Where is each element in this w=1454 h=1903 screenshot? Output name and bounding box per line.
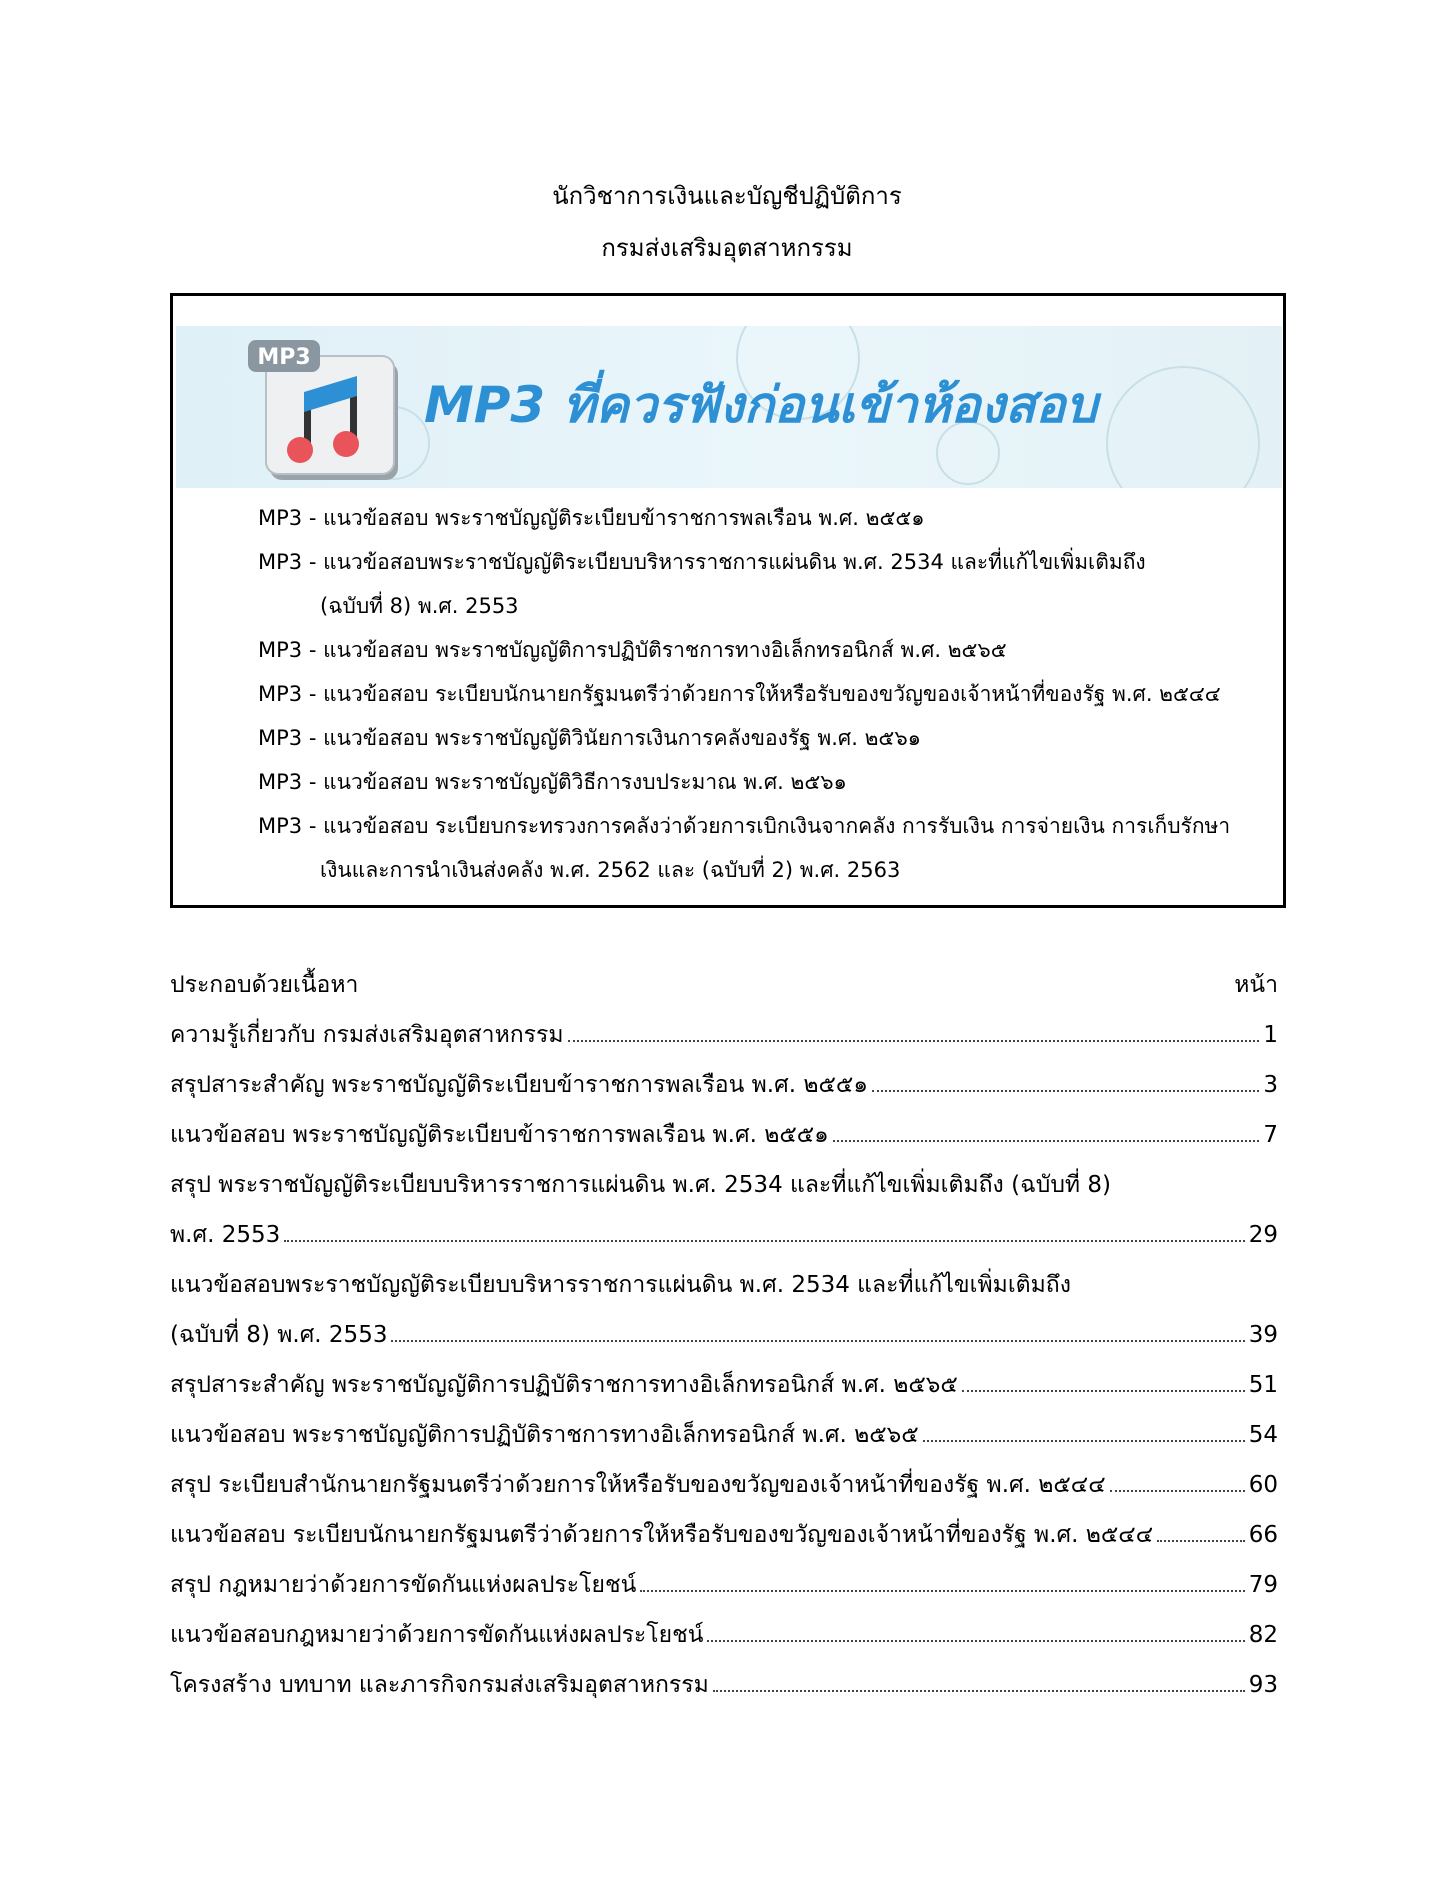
toc-entry-page: 60 <box>1248 1472 1278 1498</box>
toc-entry <box>170 1660 1278 1710</box>
mp3-icon-label: MP3 <box>257 345 311 370</box>
music-note-icon <box>246 334 406 484</box>
toc-entry <box>170 1360 1278 1410</box>
toc-entry-title: สรุป กฎหมายว่าด้วยการขัดกันแห่งผลประโยชน์ <box>170 1572 637 1598</box>
toc-entry-page: 66 <box>1248 1522 1278 1548</box>
department-name: กรมส่งเสริมอุตสาหกรรม <box>601 234 853 262</box>
toc-entry-page: 3 <box>1263 1072 1278 1098</box>
toc-entry-title-line1: สรุป พระราชบัญญัติระเบียบบริหารราชการแผ่นดิน พ.ศ. 2534 และที่แก้ไขเพิ่มเติมถึง (ฉบับที่ 8) <box>170 1172 1112 1198</box>
toc-entry <box>170 1610 1278 1660</box>
toc-entry-title: (ฉบับที่ 8) พ.ศ. 2553 <box>170 1322 388 1348</box>
mp3-item-text: MP3 - แนวข้อสอบ พระราชบัญญัติวินัยการเงินการคลังของรัฐ พ.ศ. ๒๕๖๑ <box>258 726 921 750</box>
toc-page-heading: หน้า <box>1234 972 1278 998</box>
toc-entry <box>170 1210 1278 1260</box>
toc-entry <box>170 1510 1278 1560</box>
toc-entry-title: แนวข้อสอบ พระราชบัญญัติการปฏิบัติราชการทางอิเล็กทรอนิกส์ พ.ศ. ๒๕๖๕ <box>170 1422 919 1448</box>
toc-entry-title: สรุปสาระสำคัญ พระราชบัญญัติการปฏิบัติราชการทางอิเล็กทรอนิกส์ พ.ศ. ๒๕๖๕ <box>170 1372 958 1398</box>
toc-entry-page: 1 <box>1263 1022 1278 1048</box>
toc-entry-title-line1: แนวข้อสอบพระราชบัญญัติระเบียบบริหารราชการแผ่นดิน พ.ศ. 2534 และที่แก้ไขเพิ่มเติมถึง <box>170 1272 1071 1298</box>
toc-entry-title: พ.ศ. 2553 <box>170 1222 281 1248</box>
toc-entry-title: สรุป ระเบียบสำนักนายกรัฐมนตรีว่าด้วยการให้หรือรับของขวัญของเจ้าหน้าที่ของรัฐ พ.ศ. ๒๕๔๔ <box>170 1472 1106 1498</box>
toc-entry-page: 82 <box>1248 1622 1278 1648</box>
mp3-item <box>258 496 1278 540</box>
toc-entry-page: 39 <box>1248 1322 1278 1348</box>
toc-entry-title: ความรู้เกี่ยวกับ กรมส่งเสริมอุตสาหกรรม <box>170 1022 564 1048</box>
mp3-item <box>258 540 1278 628</box>
mp3-item-continuation: (ฉบับที่ 8) พ.ศ. 2553 <box>320 594 519 618</box>
toc-entry <box>170 1010 1278 1060</box>
toc-heading: ประกอบด้วยเนื้อหา <box>170 972 359 998</box>
mp3-item-text: MP3 - แนวข้อสอบ ระเบียบนักนายกรัฐมนตรีว่าด้วยการให้หรือรับของขวัญของเจ้าหน้าที่ของรัฐ พ.ศ. ๒๕๔๔ <box>258 682 1221 706</box>
toc-entry-title: แนวข้อสอบกฎหมายว่าด้วยการขัดกันแห่งผลประโยชน์ <box>170 1622 704 1648</box>
toc-entry <box>170 1060 1278 1110</box>
toc-entry-title: แนวข้อสอบ พระราชบัญญัติระเบียบข้าราชการพลเรือน พ.ศ. ๒๕๕๑ <box>170 1122 829 1148</box>
mp3-banner <box>176 326 1282 488</box>
mp3-item-text: MP3 - แนวข้อสอบ พระราชบัญญัติวิธีการงบประมาณ พ.ศ. ๒๕๖๑ <box>258 770 847 794</box>
table-of-contents <box>170 960 1278 1710</box>
toc-entry-title: โครงสร้าง บทบาท และภารกิจกรมส่งเสริมอุตสาหกรรม <box>170 1672 709 1698</box>
mp3-item <box>258 716 1278 760</box>
toc-entry-page: 51 <box>1248 1372 1278 1398</box>
toc-entry-page: 79 <box>1248 1572 1278 1598</box>
toc-entry <box>170 1310 1278 1360</box>
banner-title: MP3 ที่ควรฟังก่อนเข้าห้องสอบ <box>424 376 1098 434</box>
mp3-item-continuation: เงินและการนำเงินส่งคลัง พ.ศ. 2562 และ (ฉบับที่ 2) พ.ศ. 2563 <box>320 858 901 882</box>
mp3-item <box>258 804 1278 892</box>
mp3-list <box>258 496 1278 892</box>
toc-entry-page: 93 <box>1248 1672 1278 1698</box>
mp3-item-text: MP3 - แนวข้อสอบ ระเบียบกระทรวงการคลังว่าด้วยการเบิกเงินจากคลัง การรับเงิน การจ่ายเงิน การเก็บรักษา <box>258 814 1231 838</box>
mp3-item-text: MP3 - แนวข้อสอบ พระราชบัญญัติระเบียบข้าราชการพลเรือน พ.ศ. ๒๕๕๑ <box>258 506 925 530</box>
toc-entry <box>170 1560 1278 1610</box>
mp3-item-text: MP3 - แนวข้อสอบพระราชบัญญัติระเบียบบริหารราชการแผ่นดิน พ.ศ. 2534 และที่แก้ไขเพิ่มเติมถึง <box>258 550 1146 574</box>
mp3-box <box>170 293 1286 908</box>
toc-entry-title: สรุปสาระสำคัญ พระราชบัญญัติระเบียบข้าราชการพลเรือน พ.ศ. ๒๕๕๑ <box>170 1072 868 1098</box>
mp3-item <box>258 628 1278 672</box>
toc-entry-page: 7 <box>1263 1122 1278 1148</box>
toc-entry-page: 54 <box>1248 1422 1278 1448</box>
toc-entry <box>170 1410 1278 1460</box>
toc-entry-page: 29 <box>1248 1222 1278 1248</box>
toc-header <box>170 960 1278 1010</box>
toc-entry-title: แนวข้อสอบ ระเบียบนักนายกรัฐมนตรีว่าด้วยการให้หรือรับของขวัญของเจ้าหน้าที่ของรัฐ พ.ศ. ๒๕๔๔ <box>170 1522 1154 1548</box>
mp3-item-text: MP3 - แนวข้อสอบ พระราชบัญญัติการปฏิบัติราชการทางอิเล็กทรอนิกส์ พ.ศ. ๒๕๖๕ <box>258 638 1007 662</box>
mp3-item <box>258 760 1278 804</box>
document-title: นักวิชาการเงินและบัญชีปฏิบัติการ <box>552 182 902 210</box>
mp3-item <box>258 672 1278 716</box>
toc-entry <box>170 1460 1278 1510</box>
toc-entry <box>170 1110 1278 1160</box>
